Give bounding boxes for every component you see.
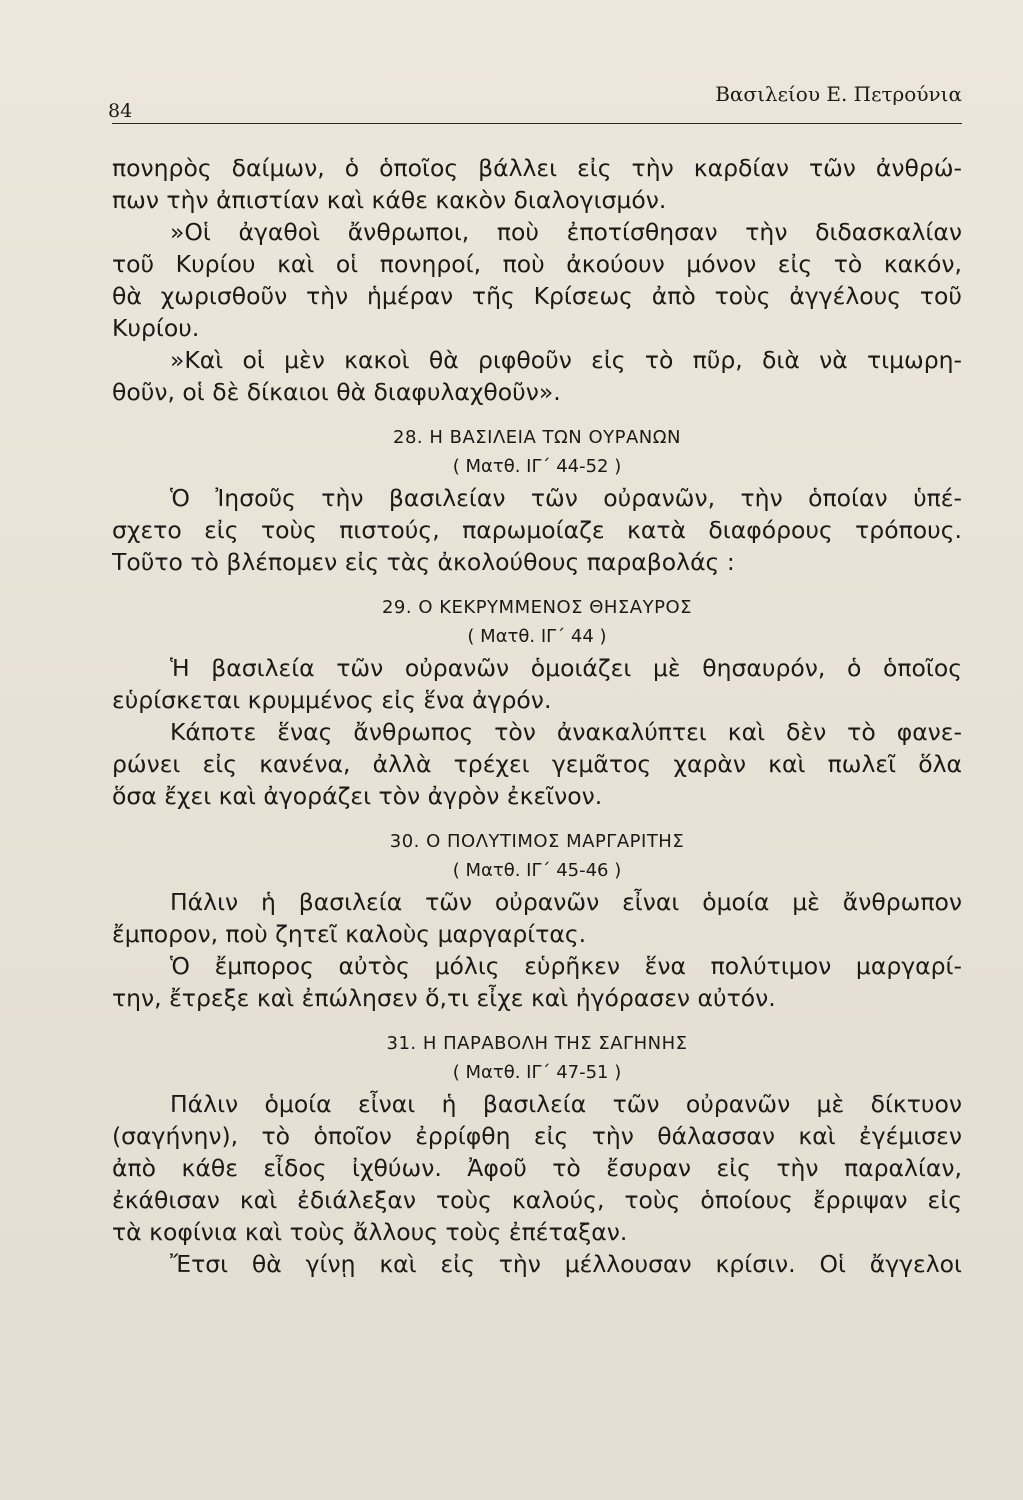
text-line: θοῦν, οἱ δὲ δίκαιοι θὰ διαφυλαχθοῦν».	[112, 378, 561, 406]
section-heading-30: 30. Ο ΠΟΛΥΤΙΜΟΣ ΜΑΡΓΑΡΙΤΗΣ	[389, 831, 685, 852]
scripture-reference-30: ( Ματθ. ΙΓ΄ 45-46 )	[452, 860, 622, 881]
text-line: Πάλιν ἡ βασιλεία τῶν οὐρανῶν εἶναι ὁμοία μὲ ἄνθρωπον	[170, 888, 962, 916]
text-line: σχετο εἰς τοὺς πιστούς, παρωμοίαζε κατὰ διαφόρους τρόπους.	[112, 516, 962, 544]
text-line: πων τὴν ἀπιστίαν καὶ κάθε κακὸν διαλογισμόν.	[112, 186, 667, 214]
section-heading-29: 29. Ο ΚΕΚΡΥΜΜΕΝΟΣ ΘΗΣΑΥΡΟΣ	[381, 597, 692, 618]
text-line: »Καὶ οἱ μὲν κακοὶ θὰ ριφθοῦν εἰς τὸ πῦρ, διὰ νὰ τιμωρη-	[170, 346, 962, 374]
running-head: Βασιλείου Ε. Πετρούνια	[715, 82, 962, 106]
text-line: Ἡ βασιλεία τῶν οὐρανῶν ὁμοιάζει μὲ θησαυρόν, ὁ ὁποῖος	[170, 654, 962, 682]
text-line: ὅσα ἔχει καὶ ἀγοράζει τὸν ἀγρὸν ἐκεῖνον.	[112, 782, 603, 810]
text-line: Ὁ Ἰησοῦς τὴν βασιλείαν τῶν οὐρανῶν, τὴν ὁποίαν ὑπέ-	[170, 484, 962, 512]
header-rule	[112, 123, 962, 124]
section-heading-31: 31. Η ΠΑΡΑΒΟΛΗ ΤΗΣ ΣΑΓΗΝΗΣ	[386, 1033, 688, 1054]
text-line: Κάποτε ἕνας ἄνθρωπος τὸν ἀνακαλύπτει καὶ δὲν τὸ φανε-	[170, 718, 962, 746]
text-line: Ἔτσι θὰ γίνῃ καὶ εἰς τὴν μέλλουσαν κρίσιν. Οἱ ἄγγελοι	[170, 1250, 962, 1278]
text-line: Πάλιν ὁμοία εἶναι ἡ βασιλεία τῶν οὐρανῶν μὲ δίκτυον	[170, 1090, 962, 1118]
text-line: (σαγήνην), τὸ ὁποῖον ἐρρίφθη εἰς τὴν θάλασσαν καὶ ἐγέμισεν	[112, 1122, 962, 1150]
text-line: ἐκάθισαν καὶ ἐδιάλεξαν τοὺς καλούς, τοὺς ὁποίους ἔρριψαν εἰς	[112, 1186, 962, 1214]
text-line: ἀπὸ κάθε εἶδος ἰχθύων. Ἀφοῦ τὸ ἔσυραν εἰς τὴν παραλίαν,	[112, 1154, 962, 1182]
text-line: θὰ χωρισθοῦν τὴν ἡμέραν τῆς Κρίσεως ἀπὸ τοὺς ἀγγέλους τοῦ	[112, 282, 962, 310]
text-line: ἔμπορον, ποὺ ζητεῖ καλοὺς μαργαρίτας.	[112, 920, 587, 948]
scripture-reference-29: ( Ματθ. ΙΓ΄ 44 )	[467, 626, 607, 647]
text-line: ρώνει εἰς κανένα, ἀλλὰ τρέχει γεμᾶτος χαρὰν καὶ πωλεῖ ὅλα	[112, 750, 962, 778]
text-line: την, ἔτρεξε καὶ ἐπώλησεν ὅ,τι εἶχε καὶ ἠγόρασεν αὐτόν.	[112, 984, 776, 1012]
page-number: 84	[108, 100, 133, 122]
section-heading-28: 28. Η ΒΑΣΙΛΕΙΑ ΤΩΝ ΟΥΡΑΝΩΝ	[393, 427, 681, 448]
page-body	[112, 152, 962, 1280]
text-line: τοῦ Κυρίου καὶ οἱ πονηροί, ποὺ ἀκούουν μόνον εἰς τὸ κακόν,	[112, 250, 962, 278]
text-line: πονηρὸς δαίμων, ὁ ὁποῖος βάλλει εἰς τὴν καρδίαν τῶν ἀνθρώ-	[112, 154, 962, 182]
scripture-reference-31: ( Ματθ. ΙΓ΄ 47-51 )	[452, 1062, 622, 1083]
scripture-reference-28: ( Ματθ. ΙΓ΄ 44-52 )	[452, 456, 622, 477]
text-line: τὰ κοφίνια καὶ τοὺς ἄλλους τοὺς ἐπέταξαν.	[112, 1218, 628, 1246]
text-line: εὑρίσκεται κρυμμένος εἰς ἕνα ἀγρόν.	[112, 686, 552, 714]
page-header	[108, 74, 962, 124]
text-line: Κυρίου.	[112, 314, 200, 342]
text-line: Τοῦτο τὸ βλέπομεν εἰς τὰς ἀκολούθους παραβολάς :	[112, 548, 735, 576]
text-line: »Οἱ ἀγαθοὶ ἄνθρωποι, ποὺ ἐποτίσθησαν τὴν διδασκαλίαν	[170, 218, 962, 246]
text-line: Ὁ ἔμπορος αὐτὸς μόλις εὑρῆκεν ἕνα πολύτιμον μαργαρί-	[170, 952, 962, 980]
